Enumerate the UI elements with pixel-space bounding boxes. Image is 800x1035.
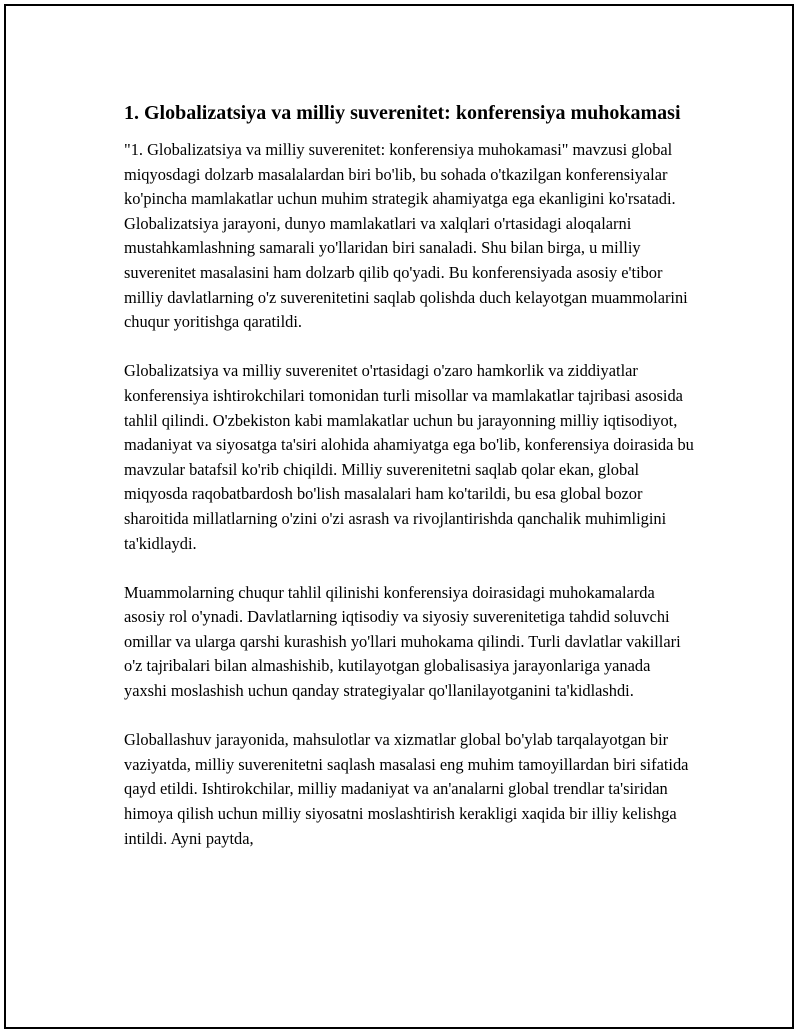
paragraph-4: Globallashuv jarayonida, mahsulotlar va xizmatlar global bo'ylab tarqalayotgan bir vaziyatda, milliy suverenitetni saqlash masalasi eng muhim tamoyillardan biri sifatida qayd etildi. Ishtirokchilar, milliy madaniyat va an'analarni global trendlar ta'siridan himoya qilish uchun milliy siyosatni moslashtirish kerakligi xaqida bir illiy kelishga intildi. Ayni paytda,	[124, 730, 689, 848]
paragraph-1: "1. Globalizatsiya va milliy suverenitet: konferensiya muhokamasi" mavzusi global miqyosdagi dolzarb masalalardan biri bo'lib, bu sohada o'tkazilgan konferensiyalar ko'pincha mamlakatlar uchun muhim strategik ahamiyatga ega ekanligini ko'rsatadi. Globalizatsiya jarayoni, dunyo mamlakatlari va xalqlari o'rtasidagi aloqalarni mustahkamlashning samarali yo'llaridan biri sanaladi. Shu bilan birga, u milliy suverenitet masalasini ham dolzarb qilib qo'yadi. Bu konferensiyada asosiy e'tibor milliy davlatlarning o'z suverenitetini saqlab qolishda duch kelayotgan muammolarini chuqur yoritishga qaratildi.	[124, 140, 688, 332]
paragraph-2: Globalizatsiya va milliy suverenitet o'rtasidagi o'zaro hamkorlik va ziddiyatlar konferensiya ishtirokchilari tomonidan turli misollar va mamlakatlar tajribasi asosida tahlil qilindi. O'zbekiston kabi mamlakatlar uchun bu jarayonning milliy iqtisodiyot, madaniyat va siyosatga ta'siri alohida ahamiyatga ega bo'lib, konferensiya doirasida bu mavzular batafsil ko'rib chiqildi. Milliy suverenitetni saqlab qolar ekan, global miqyosda raqobatbardosh bo'lish masalalari ham ko'tarildi, bu esa global bozor sharoitida millatlarning o'zini o'zi asrash va rivojlantirishda qanchalik muhimligini ta'kidlaydi.	[124, 361, 694, 553]
page-frame	[4, 4, 794, 1029]
document-title: 1. Globalizatsiya va milliy suverenitet: konferensiya muhokamasi	[124, 102, 681, 124]
paragraph-3: Muammolarning chuqur tahlil qilinishi konferensiya doirasidagi muhokamalarda asosiy rol o'ynadi. Davlatlarning iqtisodiy va siyosiy suverenitetiga tahdid soluvchi omillar va ularga qarshi kurashish yo'llari muhokama qilindi. Turli davlatlar vakillari o'z tajribalari bilan almashishib, kutilayotgan globalisasiya jarayonlariga yanada yaxshi moslashish uchun qanday strategiyalar qo'llanilayotganini ta'kidlashdi.	[124, 582, 681, 701]
document-body	[124, 100, 696, 876]
